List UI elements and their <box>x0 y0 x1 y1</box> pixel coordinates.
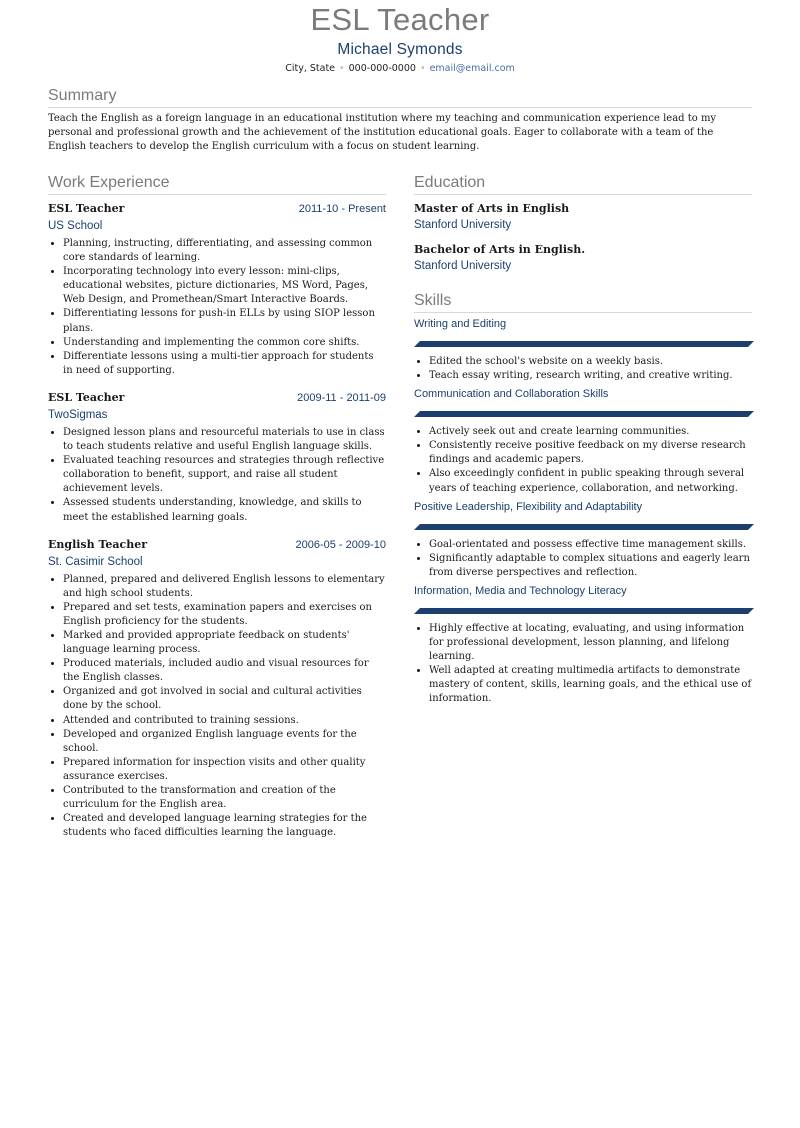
job-bullet: • Differentiate lessons using a multi-tier approach for students in need of supporting. <box>63 350 386 378</box>
job-header <box>48 201 386 217</box>
job-bullet: • Incorporating technology into every lesson: mini-clips, educational websites, picture dictionaries, MS Word, Pages, Web Design, and Promethean/Smart Interactive Boards. <box>63 265 386 307</box>
phone: 000-000-0000 <box>348 63 416 74</box>
skill-level-bar <box>414 341 754 347</box>
skills-list <box>414 317 752 707</box>
job-bullet: • Prepared and set tests, examination papers and exercises on English proficiency for the students. <box>63 601 386 629</box>
skill-name: Communication and Collaboration Skills <box>414 388 609 401</box>
job-bullet: • Differentiating lessons for push-in ELLs by using SIOP lesson plans. <box>63 307 386 335</box>
job-title: English Teacher <box>48 537 147 551</box>
candidate-name: Michael Symonds <box>337 41 463 58</box>
skill-level-bar <box>414 608 754 614</box>
education-entry <box>414 201 752 234</box>
job-bullets <box>48 426 386 525</box>
job-bullet: • Attended and contributed to training sessions. <box>63 714 386 728</box>
job-bullet: • Created and developed language learning strategies for the students who faced difficulties learning the language. <box>63 812 386 840</box>
job-entry <box>48 390 386 525</box>
section-title-education: Education <box>414 173 752 195</box>
email-link[interactable]: email@email.com <box>429 63 515 74</box>
skill-name: Writing and Editing <box>414 318 507 330</box>
skill-entry <box>414 500 752 580</box>
skill-entry <box>414 387 752 495</box>
skill-name: Positive Leadership, Flexibility and Adaptability <box>414 500 643 513</box>
skill-level-fill <box>414 608 754 614</box>
job-entry <box>48 201 386 378</box>
skill-bullet: • Significantly adaptable to complex situations and eagerly learn from diverse perspectives and reflection. <box>429 552 752 580</box>
skill-level-bar <box>414 411 754 417</box>
job-bullet: • Planned, prepared and delivered English lessons to elementary and high school students. <box>63 573 386 601</box>
skill-entry <box>414 317 752 383</box>
skill-bullet: • Teach essay writing, research writing, and creative writing. <box>429 369 752 383</box>
job-bullet: • Contributed to the transformation and creation of the curriculum for the English area. <box>63 784 386 812</box>
job-header <box>48 390 386 406</box>
job-bullet: • Organized and got involved in social and cultural activities done by the school. <box>63 685 386 713</box>
location: City, State <box>285 63 336 74</box>
job-bullet: • Produced materials, included audio and visual resources for the English classes. <box>63 657 386 685</box>
job-dates: 2011-10 - Present <box>298 203 386 215</box>
skill-bullet: • Goal-orientated and possess effective time management skills. <box>429 538 752 552</box>
job-bullet: • Understanding and implementing the common core shifts. <box>63 336 386 350</box>
skill-entry <box>414 584 752 707</box>
job-bullet: • Designed lesson plans and resourceful materials to use in class to teach students relative and useful English language skills. <box>63 426 386 454</box>
job-bullet: • Developed and organized English language events for the school. <box>63 728 386 756</box>
degree: Master of Arts in English <box>414 202 570 215</box>
job-company: US School <box>48 220 103 232</box>
contact-line <box>0 61 800 77</box>
degree: Bachelor of Arts in English. <box>414 243 586 256</box>
summary-text: Teach the English as a foreign language in an educational institution where my teaching and communication experience lead to my personal and professional growth and the achievement of the institution educational goals. Eager to collaborate with a team of the English teachers to develop the English curriculum with a focus on student learning. <box>48 113 717 152</box>
job-title: ESL Teacher <box>48 390 125 404</box>
skill-bullets <box>414 622 752 707</box>
job-bullets <box>48 573 386 841</box>
separator-dot: • <box>339 63 345 74</box>
job-title-heading: ESL Teacher <box>310 2 490 37</box>
skill-bullet: • Highly effective at locating, evaluating, and using information for professional development, lesson planning, and lifelong learning. <box>429 622 752 664</box>
skill-bullets <box>414 355 752 383</box>
job-company: TwoSigmas <box>48 408 108 421</box>
job-header <box>48 537 386 553</box>
separator-dot: • <box>419 63 426 74</box>
skill-bullet: • Consistently receive positive feedback on my diverse research findings and academic papers. <box>429 439 752 467</box>
skill-bullet: • Also exceedingly confident in public speaking through several years of teaching experience, collaboration, and networking. <box>429 467 752 495</box>
job-dates: 2009-11 - 2011-09 <box>297 391 386 404</box>
education-entry <box>414 242 752 275</box>
skill-level-bar <box>414 524 754 530</box>
skill-bullets <box>414 425 752 495</box>
summary-section <box>48 86 752 154</box>
skill-bullet: • Well adapted at creating multimedia artifacts to demonstrate mastery of content, skills, learning goals, and the ethical use of information. <box>429 664 752 706</box>
school-name: Stanford University <box>414 260 512 272</box>
work-experience-section <box>48 173 386 840</box>
skill-level-fill <box>414 341 754 347</box>
resume-header <box>0 2 800 77</box>
job-list <box>48 201 386 840</box>
job-company: St. Casimir School <box>48 555 143 568</box>
job-title: ESL Teacher <box>48 202 125 215</box>
section-title-work-experience: Work Experience <box>48 173 386 195</box>
skill-bullet: • Actively seek out and create learning communities. <box>429 425 752 439</box>
skill-bullet: • Edited the school's website on a weekly basis. <box>429 355 752 369</box>
section-title-skills: Skills <box>414 291 752 313</box>
job-dates: 2006-05 - 2009-10 <box>295 538 386 551</box>
job-bullets <box>48 237 386 378</box>
job-bullet: • Evaluated teaching resources and strategies through reflective collaboration to benefit, support, and raise all student achievement levels. <box>63 454 386 496</box>
section-title-summary: Summary <box>48 86 752 108</box>
skill-level-fill <box>414 524 754 530</box>
skill-bullets <box>414 538 752 580</box>
school-name: Stanford University <box>414 219 512 231</box>
job-entry <box>48 537 386 841</box>
job-bullet: • Marked and provided appropriate feedback on students' language learning process. <box>63 629 386 657</box>
education-list <box>414 201 752 275</box>
skill-name: Information, Media and Technology Literacy <box>414 584 627 597</box>
skill-level-fill <box>414 411 754 417</box>
job-bullet: • Planning, instructing, differentiating, and assessing common core standards of learning. <box>63 237 386 265</box>
right-column <box>414 173 752 707</box>
job-bullet: • Prepared information for inspection visits and other quality assurance exercises. <box>63 756 386 784</box>
job-bullet: • Assessed students understanding, knowledge, and skills to meet the established learning goals. <box>63 496 386 524</box>
